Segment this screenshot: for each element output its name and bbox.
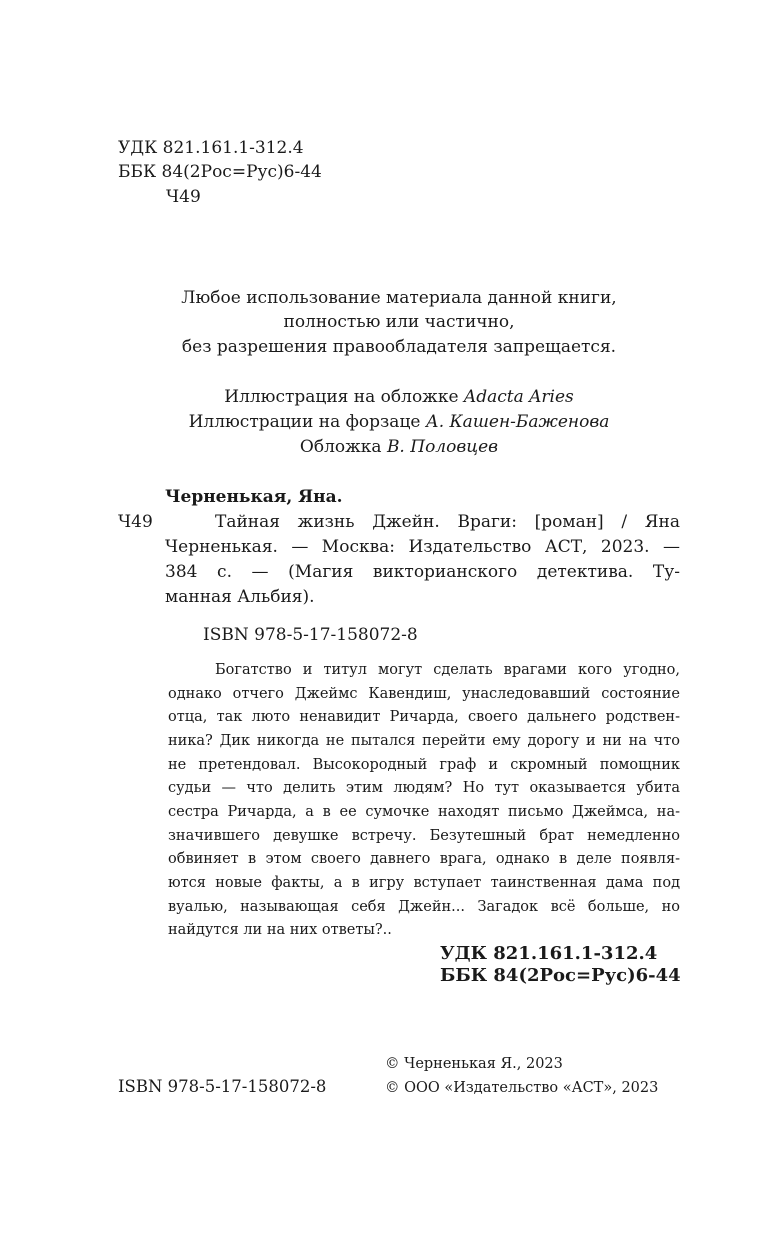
copyright-author: © Черненькая Я., 2023 (385, 1056, 563, 1072)
bib-code: Ч49 (118, 512, 153, 532)
bib-isbn: ISBN 978-5-17-158072-8 (203, 625, 418, 645)
annotation-line: значившего девушке встречу. Безутешный брат немедленно (168, 828, 680, 844)
notice-line: полностью или частично, (283, 312, 515, 332)
bib-line: Черненькая. — Москва: Издательство АСТ, 2023. — (165, 537, 680, 557)
annotation-line: судьи — что делить этим людям? Но тут оказывается убита (168, 780, 680, 796)
bib-line: 384 с. — (Магия викторианского детектива. Ту- (165, 562, 680, 582)
classification-bbk: ББК 84(2Рос=Рус)6-44 (440, 965, 681, 986)
credit-endpaper: Иллюстрации на форзаце А. Кашен-Баженова (188, 412, 610, 432)
annotation-line: сестра Ричарда, а в ее сумочке находят письмо Джеймса, на- (168, 804, 680, 820)
annotation-line: найдутся ли на них ответы?.. (168, 922, 392, 938)
bib-line: Тайная жизнь Джейн. Враги: [роман] / Яна (215, 512, 680, 532)
annotation-line: вуалью, называющая себя Джейн... Загадок всё больше, но (168, 899, 680, 915)
bib-line: манная Альбия). (165, 587, 315, 607)
udk-code: УДК 821.161.1-312.4 (118, 138, 304, 158)
annotation-line: Богатство и титул могут сделать врагами кого угодно, (215, 662, 680, 678)
credit-cover: Иллюстрация на обложке Adacta Aries (224, 387, 574, 407)
bib-author: Черненькая, Яна. (165, 487, 343, 507)
annotation-line: не претендовал. Высокородный граф и скромный помощник (168, 757, 680, 773)
bbk-code: ББК 84(2Рос=Рус)6-44 (118, 162, 322, 182)
notice-line: без разрешения правообладателя запрещается. (181, 337, 617, 357)
credit-design: Обложка В. Половцев (299, 437, 499, 457)
notice-line: Любое использование материала данной книги, (181, 288, 617, 308)
annotation-line: ника? Дик никогда не пытался перейти ему дорогу и ни на что (168, 733, 680, 749)
annotation-line: отца, так люто ненавидит Ричарда, своего дальнего родствен- (168, 709, 680, 725)
annotation-line: обвиняет в этом своего давнего врага, однако в деле появля- (168, 851, 680, 867)
annotation-line: однако отчего Джеймс Кавендиш, унаследовавший состояние (168, 686, 680, 702)
classification-udk: УДК 821.161.1-312.4 (440, 943, 658, 964)
copyright-publisher: © ООО «Издательство «АСТ», 2023 (385, 1080, 659, 1096)
footer-isbn: ISBN 978-5-17-158072-8 (118, 1077, 327, 1096)
author-code: Ч49 (166, 187, 201, 207)
annotation-line: ются новые факты, а в игру вступает таинственная дама под (168, 875, 680, 891)
